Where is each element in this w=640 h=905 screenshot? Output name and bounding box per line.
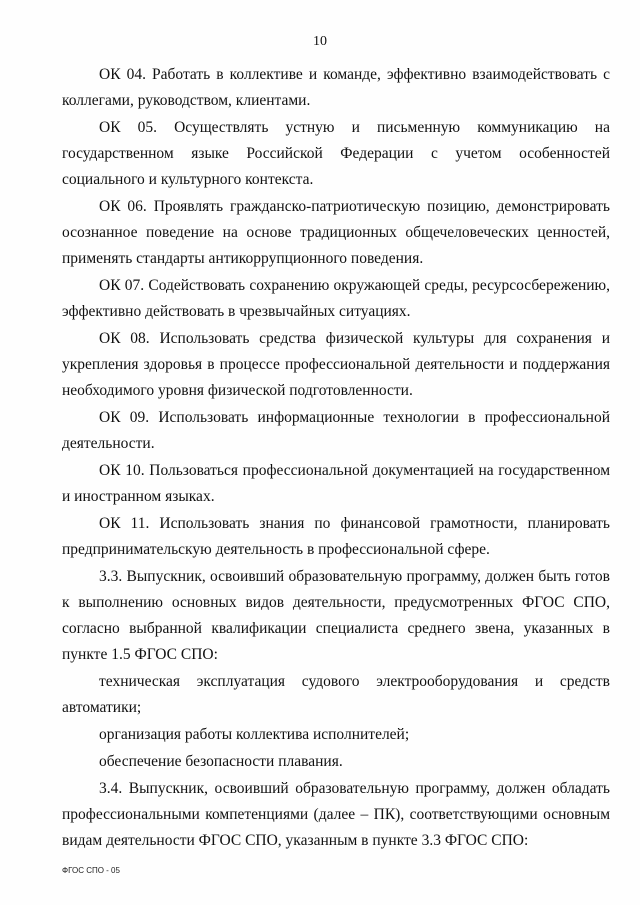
paragraph-ok-06: ОК 06. Проявлять гражданско-патриотическую позицию, демонстрировать осознанное поведение на основе традиционных общечеловеческих ценностей, применять стандарты антикоррупционного поведения. <box>62 198 610 267</box>
paragraph-ok-11: ОК 11. Использовать знания по финансовой грамотности, планировать предпринимательскую деятельность в профессиональной сфере. <box>62 515 610 558</box>
page-footer: ФГОС СПО - 05 <box>62 866 120 875</box>
page-number: 10 <box>313 34 327 49</box>
paragraph-ok-09: ОК 09. Использовать информационные технологии в профессиональной деятельности. <box>62 409 610 452</box>
paragraph-ok-07: ОК 07. Содействовать сохранению окружающей среды, ресурсосбережению, эффективно действовать в чрезвычайных ситуациях. <box>62 277 610 320</box>
paragraph-3-4: 3.4. Выпускник, освоивший образовательную программу, должен обладать профессиональными компетенциями (далее – ПК), соответствующими основным видам деятельности ФГОС СПО, указанным в пункте 3.3 ФГОС СПО: <box>62 780 610 849</box>
paragraph-ok-08: ОК 08. Использовать средства физической культуры для сохранения и укрепления здоровья в процессе профессиональной деятельности и поддержания необходимого уровня физической подготовленности. <box>62 330 610 399</box>
paragraph-ok-04: ОК 04. Работать в коллективе и команде, эффективно взаимодействовать с коллегами, руководством, клиентами. <box>62 66 610 109</box>
paragraph-ok-05: ОК 05. Осуществлять устную и письменную коммуникацию на государственном языке Российской Федерации с учетом особенностей социального и культурного контекста. <box>62 119 610 188</box>
list-item-activity-1: техническая эксплуатация судового электрооборудования и средств автоматики; <box>62 673 610 716</box>
paragraph-ok-10: ОК 10. Пользоваться профессиональной документацией на государственном и иностранном языках. <box>62 462 610 505</box>
list-item-activity-3: обеспечение безопасности плавания. <box>99 753 343 770</box>
paragraph-3-3: 3.3. Выпускник, освоивший образовательную программу, должен быть готов к выполнению основных видов деятельности, предусмотренных ФГОС СПО, согласно выбранной квалификации специалиста среднего звена, указанных в пункте 1.5 ФГОС СПО: <box>62 568 610 663</box>
list-item-activity-2: организация работы коллектива исполнителей; <box>99 726 410 743</box>
document-body <box>62 62 610 855</box>
